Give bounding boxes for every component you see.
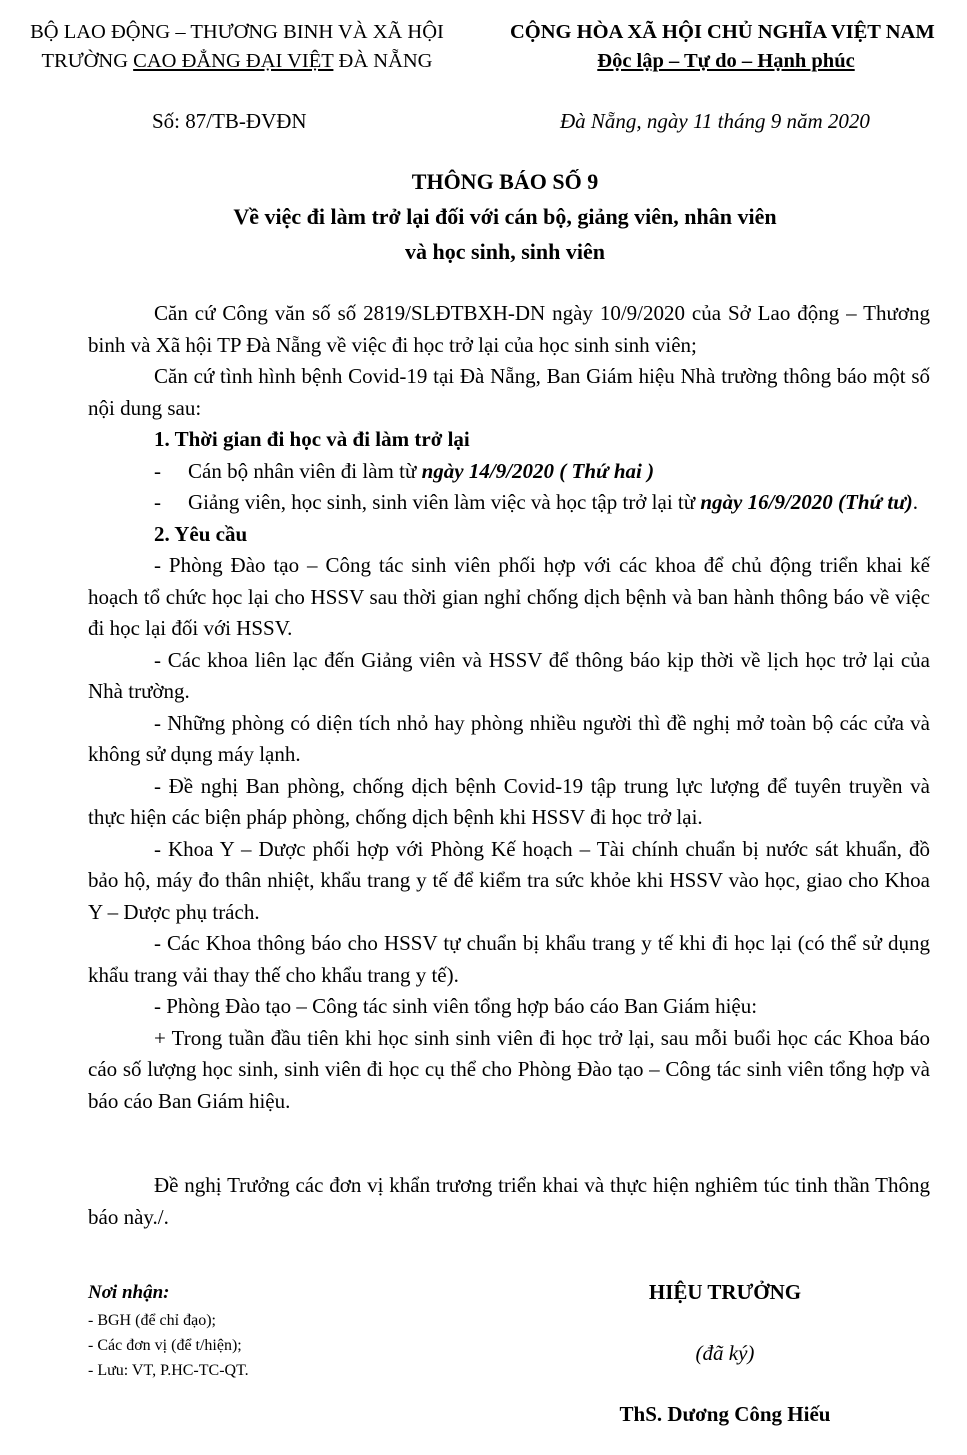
signature-block: [560, 1280, 890, 1427]
bullet-end-2: .: [912, 490, 919, 514]
list-item: [88, 456, 930, 488]
title-line-3: và học sinh, sinh viên: [405, 239, 605, 264]
recipient-item: - BGH (để chỉ đạo);: [88, 1312, 216, 1329]
requirement-4: - Đề nghị Ban phòng, chống dịch bệnh Covid-19 tập trung lực lượng để tuyên truyền và thực hiện các biện pháp phòng, chống dịch bệnh khi HSSV đi học trở lại.: [88, 773, 930, 829]
title-line-1: THÔNG BÁO SỐ 9: [411, 169, 599, 194]
document-title: [0, 164, 967, 269]
paragraph-legal-basis-2: Căn cứ tình hình bệnh Covid-19 tại Đà Nẵng, Ban Giám hiệu Nhà trường thông báo một số nội dung sau:: [88, 364, 930, 420]
recipient-item: - Các đơn vị (để t/hiện);: [88, 1337, 242, 1354]
signed-note: (đã ký): [695, 1341, 755, 1365]
requirement-6: - Các Khoa thông báo cho HSSV tự chuẩn bị khẩu trang y tế khi đi học lại (có thể sử dụng khẩu trang vải thay thế cho khẩu trang y tế).: [88, 931, 930, 987]
recipients-heading: Nơi nhận:: [88, 1282, 170, 1303]
national-motto: Độc lập – Tự do – Hạnh phúc: [597, 50, 855, 72]
requirement-3: - Những phòng có diện tích nhỏ hay phòng nhiều người thì đề nghị mở toàn bộ các cửa và không sử dụng máy lạnh.: [88, 710, 930, 766]
issuer-block: [0, 18, 474, 76]
bullet-date-2: ngày 16/9/2020 (Thứ tư): [700, 490, 913, 514]
section-heading-1: 1. Thời gian đi học và đi làm trở lại: [154, 427, 470, 451]
school-name: CAO ĐẲNG ĐẠI VIỆT: [133, 50, 334, 72]
list-dash: -: [154, 458, 161, 483]
school-name-line: [0, 47, 474, 76]
ministry-name: BỘ LAO ĐỘNG – THƯƠNG BINH VÀ XÃ HỘI: [30, 21, 444, 43]
list-dash: -: [154, 490, 161, 514]
document-body: [88, 298, 930, 1117]
signer-name: ThS. Dương Công Hiếu: [619, 1402, 831, 1426]
national-header: [500, 18, 967, 76]
bullet-text-1: Cán bộ nhân viên đi làm từ: [188, 458, 422, 483]
closing-paragraph: Đề nghị Trưởng các đơn vị khẩn trương triển khai và thực hiện nghiêm túc tinh thần Thông báo này./.: [88, 1173, 930, 1229]
school-prefix: TRƯỜNG: [41, 50, 134, 72]
school-suffix: ĐÀ NẴNG: [333, 50, 433, 72]
document-date: Đà Nẵng, ngày 11 tháng 9 năm 2020: [560, 109, 870, 133]
list-item: [88, 487, 930, 519]
recipient-item: - Lưu: VT, P.HC-TC-QT.: [88, 1362, 249, 1379]
requirement-5: - Khoa Y – Dược phối hợp với Phòng Kế hoạch – Tài chính chuẩn bị nước sát khuẩn, đồ bảo hộ, máy đo thân nhiệt, khẩu trang y tế để kiểm tra sức khỏe khi HSSV vào học, giao cho Khoa Y – Dược phụ trách.: [88, 836, 930, 924]
bullet-date-1: ngày 14/9/2020 ( Thứ hai ): [421, 458, 655, 483]
paragraph-legal-basis-1: Căn cứ Công văn số số 2819/SLĐTBXH-DN ngày 10/9/2020 của Sở Lao động – Thương binh và Xã hội TP Đà Nẵng về việc đi học trở lại của học sinh sinh viên;: [88, 301, 930, 357]
requirement-1: - Phòng Đào tạo – Công tác sinh viên phối hợp với các khoa để chủ động triển khai kế hoạch tổ chức học lại cho HSSV sau thời gian nghỉ chống dịch bệnh và ban hành thông báo về việc đi học lại đối với HSSV.: [88, 553, 930, 640]
title-line-2: Về việc đi làm trở lại đối với cán bộ, giảng viên, nhân viên: [233, 204, 777, 229]
requirement-2: - Các khoa liên lạc đến Giảng viên và HSSV để thông báo kịp thời về lịch học trở lại của Nhà trường.: [88, 647, 930, 703]
document-number: Số: 87/TB-ĐVĐN: [152, 109, 307, 133]
requirement-8: + Trong tuần đầu tiên khi học sinh sinh viên đi học trở lại, sau mỗi buổi học các Khoa báo cáo số lượng học sinh, sinh viên đi học cụ thể cho Phòng Đào tạo – Công tác sinh viên tổng hợp và báo cáo Ban Giám hiệu.: [88, 1025, 930, 1113]
bullet-text-2: Giảng viên, học sinh, sinh viên làm việc và học tập trở lại từ: [188, 490, 701, 514]
section-heading-2: 2. Yêu cầu: [154, 521, 248, 546]
requirement-7: - Phòng Đào tạo – Công tác sinh viên tổng hợp báo cáo Ban Giám hiệu:: [154, 994, 758, 1018]
signer-position: HIỆU TRƯỞNG: [648, 1280, 802, 1304]
country-name: CỘNG HÒA XÃ HỘI CHỦ NGHĨA VIỆT NAM: [510, 21, 935, 43]
recipients-block: [88, 1280, 249, 1383]
